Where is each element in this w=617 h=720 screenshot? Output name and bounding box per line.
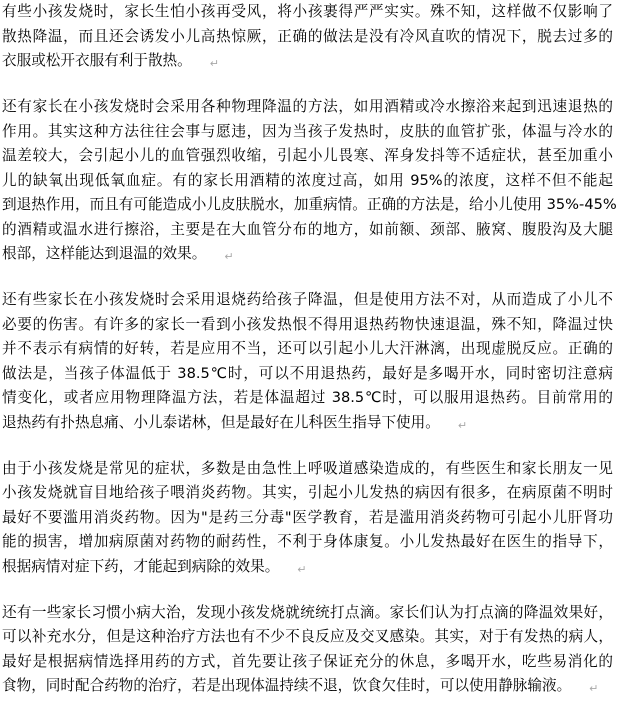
paragraph-4 [2,457,613,580]
paragraph-mark-icon: ↵ [297,562,307,576]
text-line: 做法是，当孩子体温低于 38.5℃时，可以不用退热药，最好是多喝开水，同时密切注意病 [2,364,613,382]
paragraph-1 [2,0,613,74]
paragraph-mark-icon: ↵ [589,682,599,695]
text-line: 最好不要滥用消炎药物。因为"是药三分毒"医学教育，若是滥用消炎药物可引起小儿肝肾功 [2,508,613,526]
paragraph-2 [2,95,617,267]
text-line: 到退热作用，而且有可能造成小儿皮肤脱水，加重病情。正确的方法是，给小儿使用 35%-45% [2,196,617,213]
text-line: 还有些家长在小孩发烧时会采用退烧药给孩子降温，但是使用方法不对，从而造成了小儿不 [2,291,613,308]
text-line-content: 衣服或松开衣服有利于散热。 [2,52,192,69]
text-line: 还有家长在小孩发烧时会采用各种物理降温的方法，如用酒精或冷水擦浴来起到迅速退热的 [2,98,613,115]
text-line: 的酒精或温水进行擦浴，主要是在大血管分布的地方，如前额、颈部、腋窝、腹股沟及大腿 [2,220,613,238]
text-line: 小孩发烧就盲目地给孩子喂消炎药物。其实，引起小儿发热的病因有很多，在病原菌不明时 [2,484,613,501]
text-line: 还有一些家长习惯小病大治，发现小孩发烧就统统打点滴。家长们认为打点滴的降温效果好， [2,603,613,621]
text-line: 并不表示有病情的好转，若是应用不当，还可以引起小儿大汗淋漓，出现虚脱反应。正确的 [2,340,613,357]
text-line-content: 根据病情对症下药，才能起到病除的效果。 [2,557,280,575]
paragraph-5 [2,601,613,699]
text-line [2,242,613,267]
paragraph-mark-icon: ↵ [209,57,219,70]
text-line [2,411,613,436]
paragraph-mark-icon: ↵ [457,418,468,432]
text-line: 能的损害，增加病原菌对药物的耐药性，不利于身体康复。小儿发热最好在医生的指导下， [2,533,613,550]
document-body [2,0,617,720]
text-line [2,555,613,580]
text-line: 由于小孩发烧是常见的症状，多数是由急性上呼吸道感染造成的，有些医生和家长朋友一见 [2,459,613,477]
paragraph-3 [2,288,613,435]
text-line: 情变化，或者应用物理降温方法，若是体温超过 38.5℃时，可以服用退热药。目前常用的 [2,389,613,406]
text-line: 散热降温，而且还会诱发小儿高热惊厥，正确的做法是没有冷风直吹的情况下，脱去过多的 [2,27,613,45]
text-line-content: 退热药有扑热息痛、小儿泰诺林，但是最好在儿科医生指导下使用。 [2,413,440,431]
text-line: 温差较大，会引起小儿的血管强烈收缩，引起小儿畏寒、浑身发抖等不适症状，甚至加重小 [2,147,613,164]
text-line: 最好是根据病情选择用药的方式，首先要让孩子保证充分的休息，多喝开水，吃些易消化的 [2,652,613,670]
text-line: 可以补充水分，但是这种治疗方法也有不少不良反应及交叉感染。其实，对于有发热的病人， [2,628,613,645]
text-line-content: 食物，同时配合药物的治疗，若是出现体温持续不退，饮食欠佳时，可以使用静脉输液。 [2,677,572,694]
paragraph-mark-icon: ↵ [224,250,234,263]
text-line [2,674,613,699]
text-line: 儿的缺氧出现低氧血症。有的家长用酒精的浓度过高，如用 95%的浓度，这样不但不能起 [2,171,613,189]
text-line [2,49,613,74]
text-line: 有些小孩发烧时，家长生怕小孩再受风，将小孩裹得严严实实。殊不知，这样做不仅影响了 [2,3,613,20]
text-line-content: 根部，这样能达到退温的效果。 [2,245,207,262]
text-line: 作用。其实这种方法往往会事与愿违，因为当孩子发热时，皮肤的血管扩张，体温与冷水的 [2,122,613,140]
text-line: 必要的伤害。有许多的家长一看到小孩发热恨不得用退热药物快速退温，殊不知，降温过快 [2,315,613,333]
